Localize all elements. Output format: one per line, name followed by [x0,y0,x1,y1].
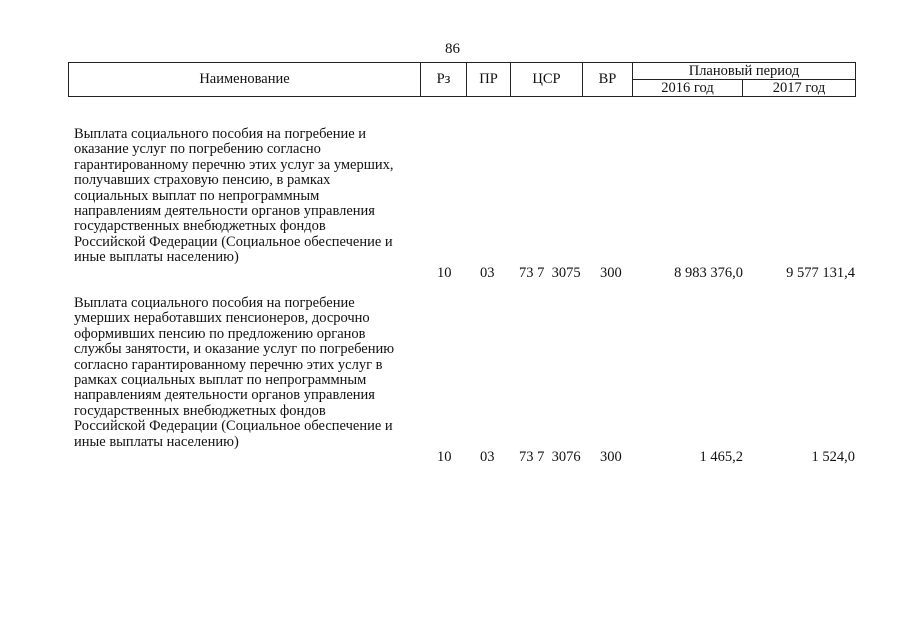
description-line: гарантированному перечню этих услуг за умерших, [74,156,394,173]
description-line: Выплата социального пособия на погребение и [74,126,367,142]
table-row [0,127,905,281]
description-line: оказание услуг по погребению согласно [74,141,321,158]
cell-2016: 8 983 376,0 [674,264,743,281]
description-line: иные выплаты населению) [74,433,239,450]
table-row [0,296,905,465]
description-line: направлениям деятельности органов управления [74,387,375,404]
header-year-2016: 2016 год [633,80,743,97]
description-line: Российской Федерации (Социальное обеспечение и [74,418,393,435]
cell-2016: 1 465,2 [699,448,743,465]
header-planned-period: Плановый период [633,63,856,80]
description-line: социальных выплат по непрограммным [74,187,320,204]
description-line: получавших страховую пенсию, в рамках [74,172,331,189]
description-line: Российской Федерации (Социальное обеспечение и [74,233,393,250]
description-line: государственных внебюджетных фондов [74,218,326,235]
header-pr: ПР [467,63,511,97]
cell-pr: 03 [480,448,495,465]
description-line: Выплата социального пособия на погребение [74,295,355,311]
cell-csr: 73 7 3075 [519,264,581,281]
cell-rz: 10 [437,264,452,281]
description-line: направлениям деятельности органов управления [74,203,375,220]
header-vr: ВР [583,63,633,97]
header-year-2017: 2017 год [743,80,856,97]
description-line: службы занятости, и оказание услуг по погребению [74,341,395,358]
description-line: умерших неработавших пенсионеров, досрочно [74,310,370,327]
cell-2017: 9 577 131,4 [786,264,855,281]
row-description [74,127,426,266]
description-line: согласно гарантированному перечню этих услуг в [74,356,383,373]
header-rz: Рз [421,63,467,97]
cell-vr: 300 [600,264,622,281]
description-line: иные выплаты населению) [74,249,239,266]
header-name: Наименование [69,63,421,97]
cell-2017: 1 524,0 [811,448,855,465]
description-line: оформивших пенсию по предложению органов [74,325,366,342]
header-csr: ЦСР [511,63,583,97]
cell-pr: 03 [480,264,495,281]
description-line: государственных внебюджетных фондов [74,402,326,419]
cell-csr: 73 7 3076 [519,448,581,465]
description-line: рамках социальных выплат по непрограммным [74,372,367,389]
cell-rz: 10 [437,448,452,465]
table-header [68,62,856,97]
row-description [74,296,426,450]
page-number: 86 [445,41,460,57]
cell-vr: 300 [600,448,622,465]
